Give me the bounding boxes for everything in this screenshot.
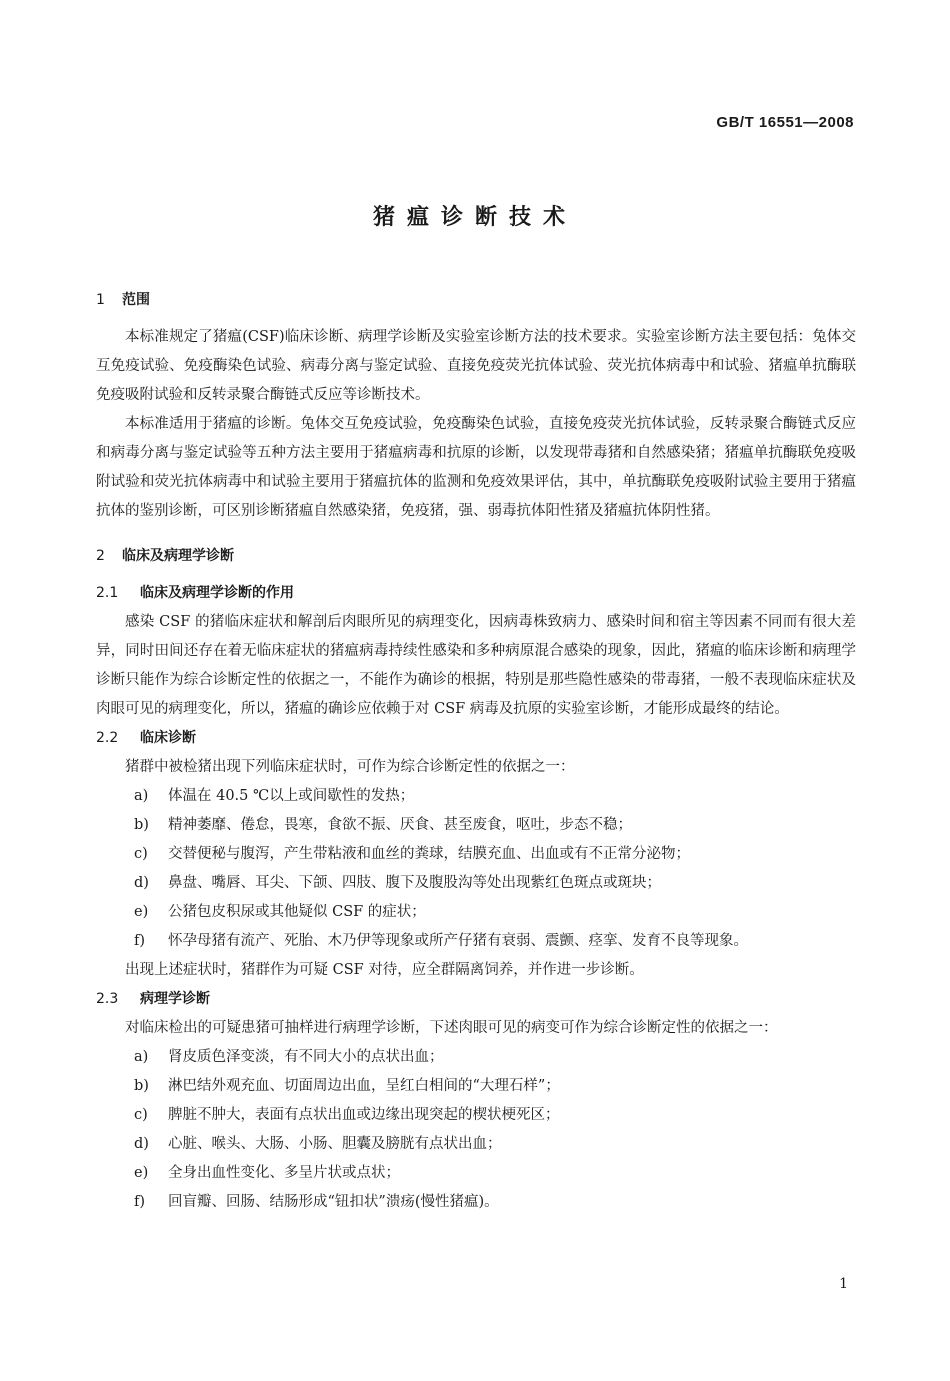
- list-label: d): [134, 1136, 149, 1152]
- section-2-1-heading: [96, 579, 856, 608]
- page-title: 猪瘟诊断技术: [372, 205, 577, 230]
- list-label: f): [134, 1194, 146, 1210]
- list-text: 鼻盘、嘴唇、耳尖、下颌、四肢、腹下及腹股沟等处出现紫红色斑点或斑块；: [168, 875, 661, 891]
- list-item: [96, 782, 856, 811]
- section-1-heading: [96, 286, 856, 315]
- list-text: 回盲瓣、回肠、结肠形成“钮扣状”溃疡(慢性猪瘟)。: [168, 1194, 499, 1210]
- list-item: [96, 1159, 856, 1188]
- list-item: [96, 869, 856, 898]
- list-text: 全身出血性变化、多呈片状或点状；: [168, 1165, 400, 1181]
- list-item: [96, 1043, 856, 1072]
- list-item: [96, 1072, 856, 1101]
- list-text: 体温在 40.5 ℃以上或间歇性的发热；: [168, 788, 415, 804]
- standard-code: GB/T 16551—2008: [716, 114, 854, 131]
- section-2-2-heading: [96, 724, 856, 753]
- section-title: 临床及病理学诊断的作用: [140, 585, 294, 601]
- list-text: 怀孕母猪有流产、死胎、木乃伊等现象或所产仔猪有衰弱、震颤、痉挛、发育不良等现象。: [168, 933, 748, 949]
- section-title: 范围: [122, 292, 150, 308]
- list-item: [96, 1130, 856, 1159]
- list-label: f): [134, 933, 146, 949]
- list-text: 交替便秘与腹泻，产生带粘液和血丝的粪球，结膜充血、出血或有不正常分泌物；: [168, 846, 690, 862]
- section-2-3-heading: [96, 985, 856, 1014]
- list-label: c): [134, 846, 148, 862]
- list-item: [96, 1188, 856, 1217]
- list-label: e): [134, 1165, 149, 1181]
- list-item: [96, 927, 856, 956]
- list-label: b): [134, 1078, 149, 1094]
- paragraph: 本标准适用于猪瘟的诊断。兔体交互免疫试验，免疫酶染色试验，直接免疫荧光抗体试验，反转录聚合酶链式反应和病毒分离与鉴定试验等五种方法主要用于猪瘟病毒和抗原的诊断，以发现带毒猪和自然感染猪；猪瘟单抗酶联免疫吸附试验和荧光抗体病毒中和试验主要用于猪瘟抗体的监测和免疫效果评估，其中，单抗酶联免疫吸附试验主要用于猪瘟抗体的鉴别诊断，可区别诊断猪瘟自然感染猪，免疫猪，强、弱毒抗体阳性猪及猪瘟抗体阴性猪。: [96, 416, 856, 519]
- paragraph: 本标准规定了猪瘟(CSF)临床诊断、病理学诊断及实验室诊断方法的技术要求。实验室诊断方法主要包括：兔体交互免疫试验、免疫酶染色试验、病毒分离与鉴定试验、直接免疫荧光抗体试验、荧光抗体病毒中和试验、猪瘟单抗酶联免疫吸附试验和反转录聚合酶链式反应等诊断技术。: [96, 329, 856, 403]
- list-item: [96, 811, 856, 840]
- paragraph: 出现上述症状时，猪群作为可疑 CSF 对待，应全群隔离饲养，并作进一步诊断。: [125, 962, 644, 978]
- section-number: 2.1: [96, 585, 119, 601]
- paragraph: 猪群中被检猪出现下列临床症状时，可作为综合诊断定性的依据之一：: [125, 759, 575, 775]
- section-2-heading: [96, 542, 856, 571]
- list-text: 心脏、喉头、大肠、小肠、胆囊及膀胱有点状出血；: [168, 1136, 502, 1152]
- section-title: 临床诊断: [140, 730, 196, 746]
- list-label: a): [134, 1049, 149, 1065]
- section-title: 临床及病理学诊断: [122, 548, 234, 564]
- section-number: 1: [96, 292, 105, 308]
- section-number: 2.2: [96, 730, 119, 746]
- list-text: 脾脏不肿大，表面有点状出血或边缘出现突起的楔状梗死区；: [168, 1107, 560, 1123]
- list-item: [96, 840, 856, 869]
- list-label: c): [134, 1107, 148, 1123]
- list-text: 淋巴结外观充血、切面周边出血，呈红白相间的“大理石样”；: [168, 1078, 560, 1094]
- list-text: 公猪包皮积尿或其他疑似 CSF 的症状；: [168, 904, 426, 920]
- section-number: 2.3: [96, 991, 119, 1007]
- page-number: 1: [839, 1276, 848, 1292]
- list-label: a): [134, 788, 149, 804]
- paragraph: 感染 CSF 的猪临床症状和解剖后肉眼所见的病理变化，因病毒株致病力、感染时间和宿主等因素不同而有很大差异，同时田间还存在着无临床症状的猪瘟病毒持续性感染和多种病原混合感染的现象，因此，猪瘟的临床诊断和病理学诊断只能作为综合诊断定性的依据之一，不能作为确诊的根据，特别是那些隐性感染的带毒猪，一般不表现临床症状及肉眼可见的病理变化，所以，猪瘟的确诊应依赖于对 CSF 病毒及抗原的实验室诊断，才能形成最终的结论。: [96, 614, 856, 717]
- list-item: [96, 1101, 856, 1130]
- list-item: [96, 898, 856, 927]
- list-label: e): [134, 904, 149, 920]
- list-label: b): [134, 817, 149, 833]
- list-text: 精神萎靡、倦怠，畏寒，食欲不振、厌食、甚至废食，呕吐，步态不稳；: [168, 817, 632, 833]
- paragraph: 对临床检出的可疑患猪可抽样进行病理学诊断，下述肉眼可见的病变可作为综合诊断定性的依据之一：: [125, 1020, 778, 1036]
- list-text: 肾皮质色泽变淡，有不同大小的点状出血；: [168, 1049, 444, 1065]
- list-label: d): [134, 875, 149, 891]
- document-body: [96, 286, 856, 1217]
- section-title: 病理学诊断: [140, 991, 210, 1007]
- section-number: 2: [96, 548, 105, 564]
